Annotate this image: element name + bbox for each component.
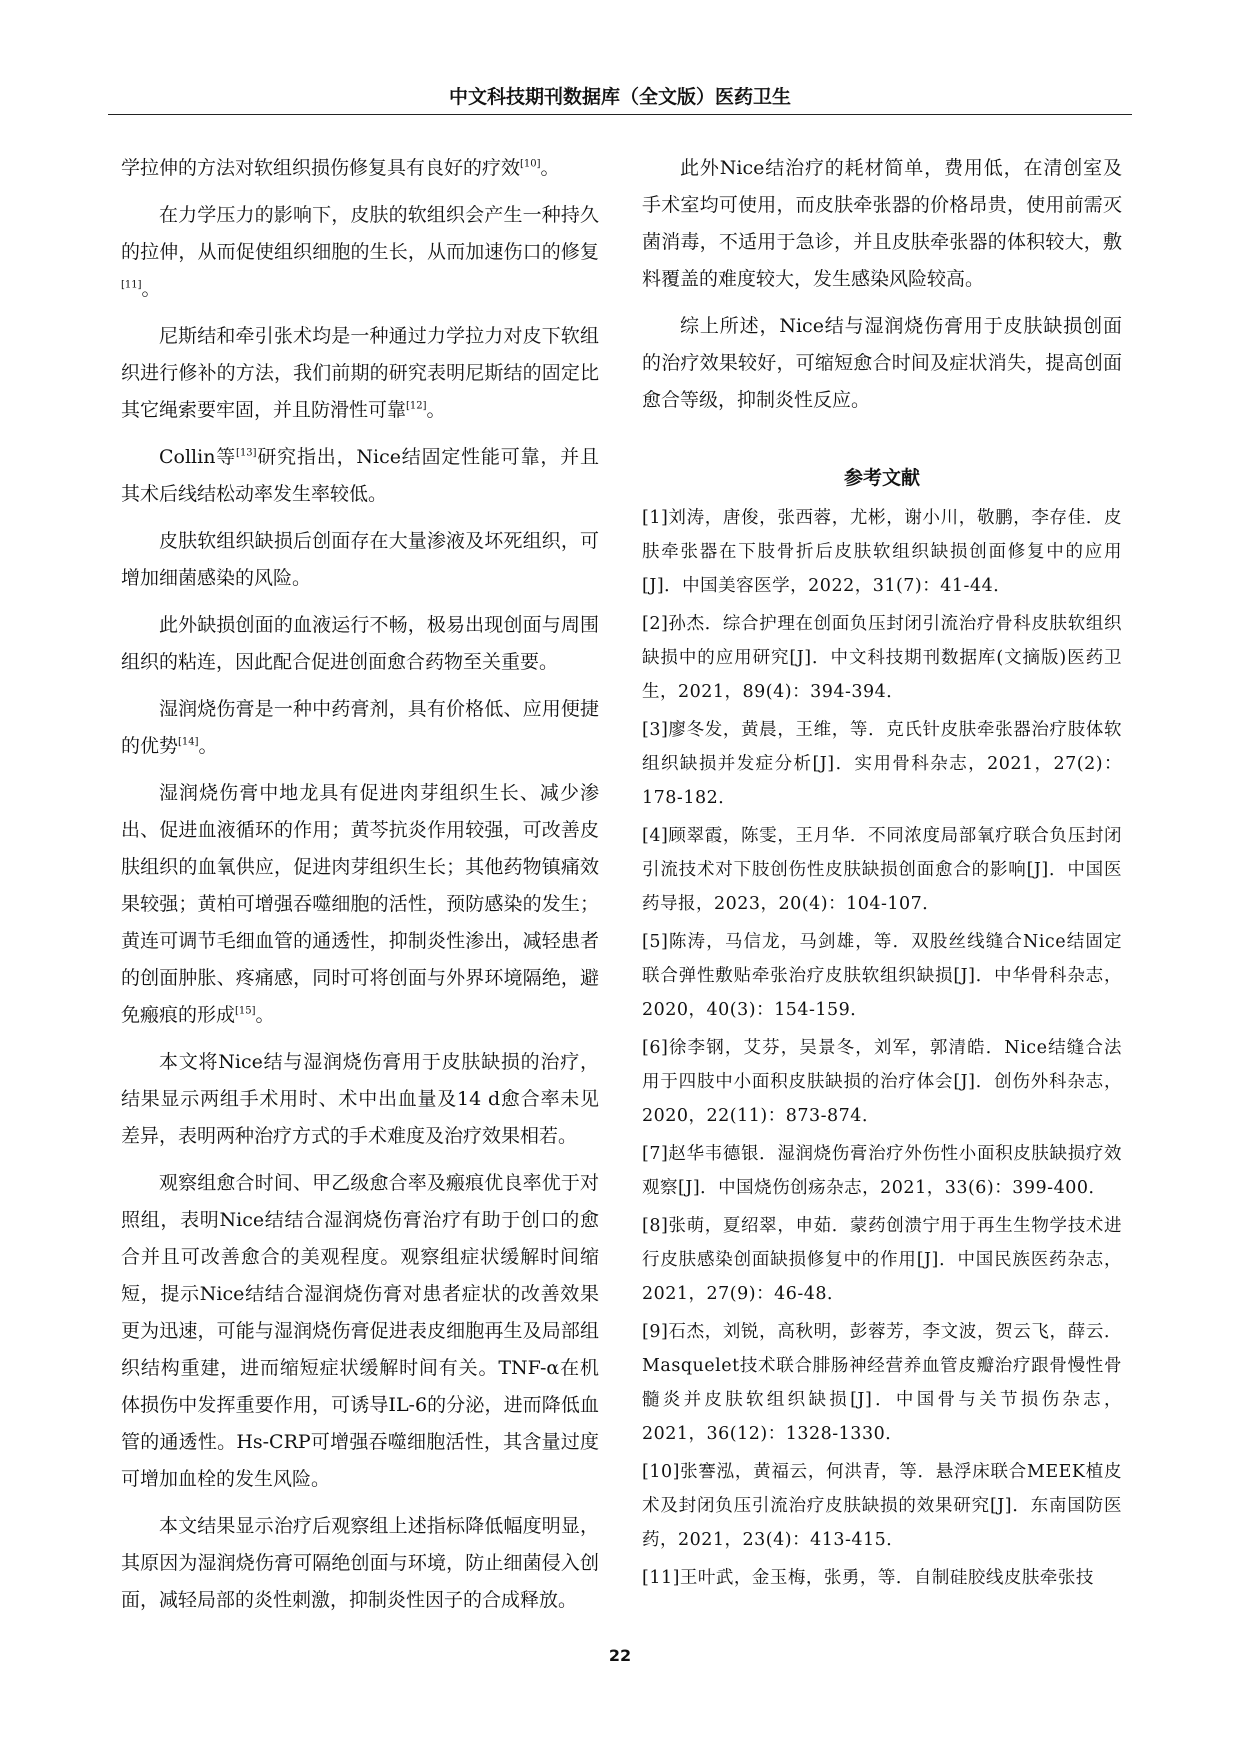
body-paragraph: 湿润烧伤膏中地龙具有促进肉芽组织生长、减少渗出、促进血液循环的作用；黄芩抗炎作用较强，可改善皮肤组织的血氧供应，促进肉芽组织生长；其他药物镇痛效果较强；黄柏可增强吞噬细胞的活性，预防感染的发生；黄连可调节毛细血管的通透性，抑制炎性渗出，减轻患者的创面肿胀、疼痛感，同时可将创面与外界环境隔绝，避免瘢痕的形成[15]。	[121, 782, 599, 1026]
left-column	[121, 150, 599, 1629]
reference-item: [4]顾翠霞，陈雯，王月华．不同浓度局部氧疗联合负压封闭引流技术对下肢创伤性皮肤缺损创面愈合的影响[J]．中国医药导报，2023，20(4)：104-107．	[642, 826, 1122, 914]
reference-item: [2]孙杰．综合护理在创面负压封闭引流治疗骨科皮肤软组织缺损中的应用研究[J]．中文科技期刊数据库(文摘版)医药卫生，2021，89(4)：394-394．	[642, 614, 1122, 702]
reference-item: [7]赵华韦德银．湿润烧伤膏治疗外伤性小面积皮肤缺损疗效观察[J]．中国烧伤创疡杂志，2021，33(6)：399-400．	[642, 1144, 1122, 1198]
citation: [12]	[406, 400, 427, 412]
citation: [14]	[178, 736, 199, 748]
reference-item: [8]张萌，夏绍翠，申茹．蒙药创溃宁用于再生生物学技术进行皮肤感染创面缺损修复中的作用[J]．中国民族医药杂志，2021，27(9)：46-48．	[642, 1216, 1122, 1304]
body-paragraph: 本文将Nice结与湿润烧伤膏用于皮肤缺损的治疗，结果显示两组手术用时、术中出血量及14 d愈合率未见差异，表明两种治疗方式的手术难度及治疗效果相若。	[121, 1051, 599, 1147]
reference-item: [10]张謇泓，黄福云，何洪青，等．悬浮床联合MEEK植皮术及封闭负压引流治疗皮肤缺损的效果研究[J]．东南国防医药，2021，23(4)：413-415．	[642, 1462, 1122, 1550]
body-paragraph: 学拉伸的方法对软组织损伤修复具有良好的疗效[10]。	[121, 157, 560, 179]
body-paragraph: 观察组愈合时间、甲乙级愈合率及瘢痕优良率优于对照组，表明Nice结结合湿润烧伤膏治疗有助于创口的愈合并且可改善愈合的美观程度。观察组症状缓解时间缩短，提示Nice结结合湿润烧伤膏对患者症状的改善效果更为迅速，可能与湿润烧伤膏促进表皮细胞再生及局部组织结构重建，进而缩短症状缓解时间有关。TNF-α在机体损伤中发挥重要作用，可诱导IL-6的分泌，进而降低血管的通透性。Hs-CRP可增强吞噬细胞活性，其含量过度可增加血栓的发生风险。	[121, 1172, 599, 1490]
citation: [15]	[235, 1005, 256, 1017]
references-list	[642, 501, 1122, 1595]
page-number: 22	[608, 1646, 632, 1665]
running-header: 中文科技期刊数据库（全文版）医药卫生	[448, 86, 791, 108]
body-paragraph: 尼斯结和牵引张术均是一种通过力学拉力对皮下软组织进行修补的方法，我们前期的研究表明尼斯结的固定比其它绳索要牢固，并且防滑性可靠[12]。	[121, 325, 599, 421]
body-paragraph: Collin等[13]研究指出，Nice结固定性能可靠，并且其术后线结松动率发生率较低。	[121, 446, 599, 505]
reference-item: [3]廖冬发，黄晨，王维，等．克氏针皮肤牵张器治疗肢体软组织缺损并发症分析[J]．实用骨科杂志，2021，27(2)：178-182．	[642, 720, 1122, 808]
references-title: 参考文献	[843, 467, 920, 489]
body-paragraph: 本文结果显示治疗后观察组上述指标降低幅度明显，其原因为湿润烧伤膏可隔绝创面与环境，防止细菌侵入创面，减轻局部的炎性刺激，抑制炎性因子的合成释放。	[121, 1515, 599, 1611]
reference-item: [9]石杰，刘锐，高秋明，彭蓉芳，李文波，贺云飞，薛云．Masquelet技术联合腓肠神经营养血管皮瓣治疗跟骨慢性骨髓炎并皮肤软组织缺损[J]．中国骨与关节损伤杂志，2021，36(12)：1328-1330．	[642, 1322, 1122, 1444]
body-paragraph: 此外Nice结治疗的耗材简单，费用低，在清创室及手术室均可使用，而皮肤牵张器的价格昂贵，使用前需灭菌消毒，不适用于急诊，并且皮肤牵张器的体积较大，敷料覆盖的难度较大，发生感染风险较高。	[642, 157, 1122, 290]
reference-item: [6]徐李钢，艾芬，吴景冬，刘军，郭清皓．Nice结缝合法用于四肢中小面积皮肤缺损的治疗体会[J]．创伤外科杂志，2020，22(11)：873-874．	[642, 1038, 1122, 1126]
reference-item: [1]刘涛，唐俊，张西蓉，尤彬，谢小川，敬鹏，李存佳．皮肤牵张器在下肢骨折后皮肤软组织缺损创面修复中的应用[J]．中国美容医学，2022，31(7)：41-44．	[642, 508, 1122, 596]
reference-item: [5]陈涛，马信龙，马剑雄，等．双股丝线缝合Nice结固定联合弹性敷贴牵张治疗皮肤软组织缺损[J]．中华骨科杂志，2020，40(3)：154-159．	[642, 932, 1122, 1020]
header-rule	[108, 114, 1132, 115]
body-paragraph: 此外缺损创面的血液运行不畅，极易出现创面与周围组织的粘连，因此配合促进创面愈合药物至关重要。	[121, 614, 599, 673]
citation: [10]	[520, 158, 541, 170]
reference-item: [11]王叶武，金玉梅，张勇，等．自制硅胶线皮肤牵张技	[642, 1568, 1094, 1588]
citation: [13]	[236, 447, 257, 459]
right-column	[642, 150, 1122, 1599]
body-paragraph: 综上所述，Nice结与湿润烧伤膏用于皮肤缺损创面的治疗效果较好，可缩短愈合时间及症状消失，提高创面愈合等级，抑制炎性反应。	[642, 315, 1122, 411]
body-paragraph: 皮肤软组织缺损后创面存在大量渗液及坏死组织，可增加细菌感染的风险。	[121, 530, 599, 589]
citation: [11]	[121, 279, 142, 291]
body-paragraph: 在力学压力的影响下，皮肤的软组织会产生一种持久的拉伸，从而促使组织细胞的生长，从而加速伤口的修复[11]。	[121, 204, 599, 300]
body-paragraph: 湿润烧伤膏是一种中药膏剂，具有价格低、应用便捷的优势[14]。	[121, 698, 599, 757]
